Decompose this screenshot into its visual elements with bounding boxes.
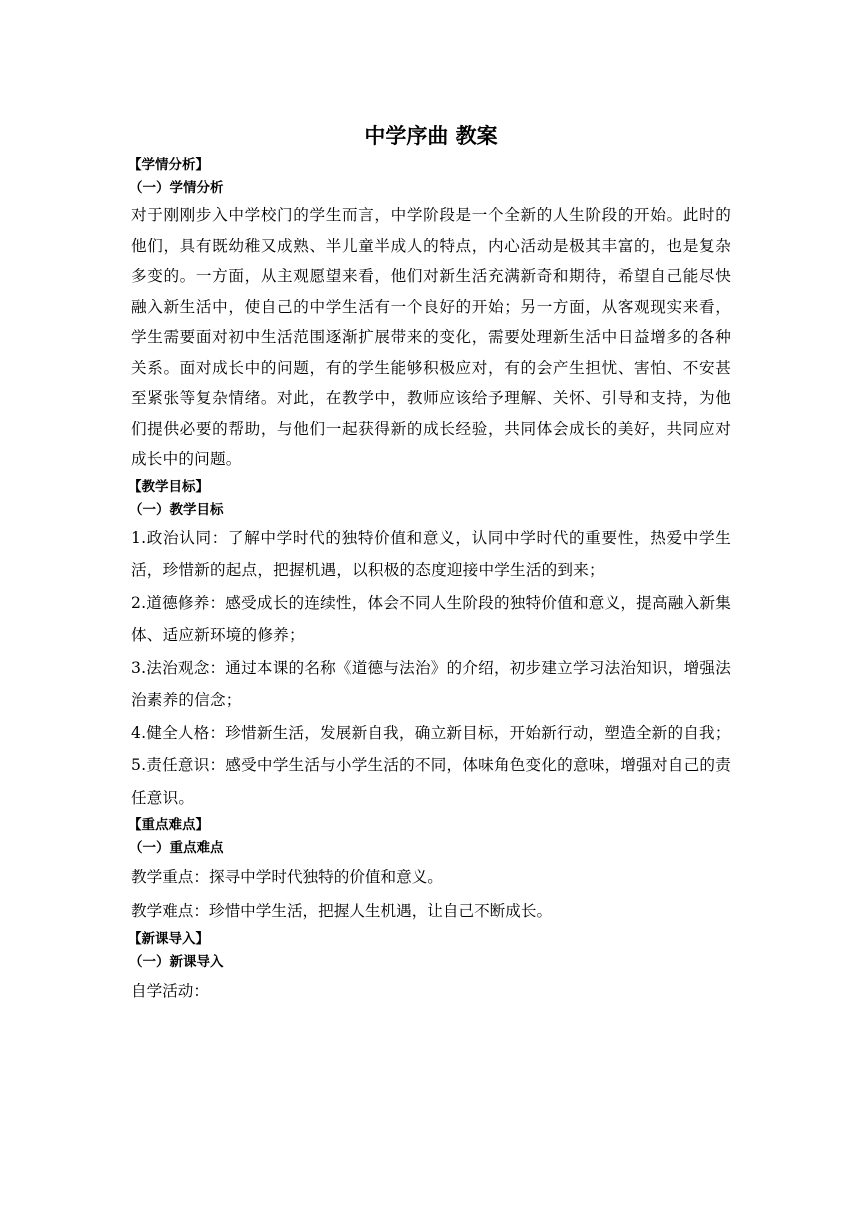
- section-heading-analysis: 【学情分析】: [128, 157, 209, 173]
- subheading-goals: （一）教学目标: [129, 501, 224, 518]
- teaching-difficulty: 教学难点：珍惜中学生活，把握人生机遇，让自己不断成长。: [131, 902, 553, 920]
- section-goals: [128, 476, 731, 815]
- goal-item: 1.政治认同：了解中学时代的独特价值和意义，认同中学时代的重要性，热爱中学生活，珍惜新的起点，把握机遇，以积极的态度迎接中学生活的到来；: [131, 528, 731, 579]
- section-key-points: [128, 814, 731, 928]
- document-page: [128, 0, 731, 1008]
- subheading-key-points: （一）重点难点: [129, 840, 224, 856]
- section-heading-goals: 【教学目标】: [128, 478, 209, 495]
- subheading-analysis: （一）学情分析: [129, 180, 224, 196]
- goal-item: 3.法治观念：通过本课的名称《道德与法治》的介绍，初步建立学习法治知识，增强法治素养的信念；: [131, 658, 731, 709]
- analysis-paragraph: 对于刚刚步入中学校门的学生而言，中学阶段是一个全新的人生阶段的开始。此时的他们，具有既幼稚又成熟、半儿童半成人的特点，内心活动是极其丰富的，也是复杂多变的。一方面，从主观愿望来看，他们对新生活充满新奇和期待，希望自己能尽快融入新生活中，使自己的中学生活有一个良好的开始；另一方面，从客观现实来看，学生需要面对初中生活范围逐渐扩展带来的变化，需要处理新生活中日益增多的各种关系。面对成长中的问题，有的学生能够积极应对，有的会产生担忧、害怕、不安甚至紧张等复杂情绪。对此，在教学中，教师应该给予理解、关怀、引导和支持，为他们提供必要的帮助，与他们一起获得新的成长经验，共同体会成长的美好，共同应对成长中的问题。: [131, 206, 731, 468]
- section-heading-intro: 【新课导入】: [128, 931, 209, 947]
- section-analysis: [128, 154, 731, 475]
- self-study-activity: 自学活动：: [131, 982, 209, 1000]
- document-title: 中学序曲 教案: [364, 124, 498, 148]
- subheading-intro: （一）新课导入: [129, 954, 224, 970]
- goal-item: 5.责任意识：感受中学生活与小学生活的不同，体味角色变化的意味，增强对自己的责任意识。: [131, 756, 731, 807]
- section-intro: [128, 928, 731, 1008]
- section-heading-key-points: 【重点难点】: [128, 817, 209, 833]
- goal-item: 4.健全人格：珍惜新生活，发展新自我，确立新目标，开始新行动，塑造全新的自我；: [131, 723, 731, 742]
- goal-item: 2.道德修养：感受成长的连续性，体会不同人生阶段的独特价值和意义，提高融入新集体、适应新环境的修养；: [131, 593, 731, 644]
- teaching-focus: 教学重点：探寻中学时代独特的价值和意义。: [131, 868, 443, 886]
